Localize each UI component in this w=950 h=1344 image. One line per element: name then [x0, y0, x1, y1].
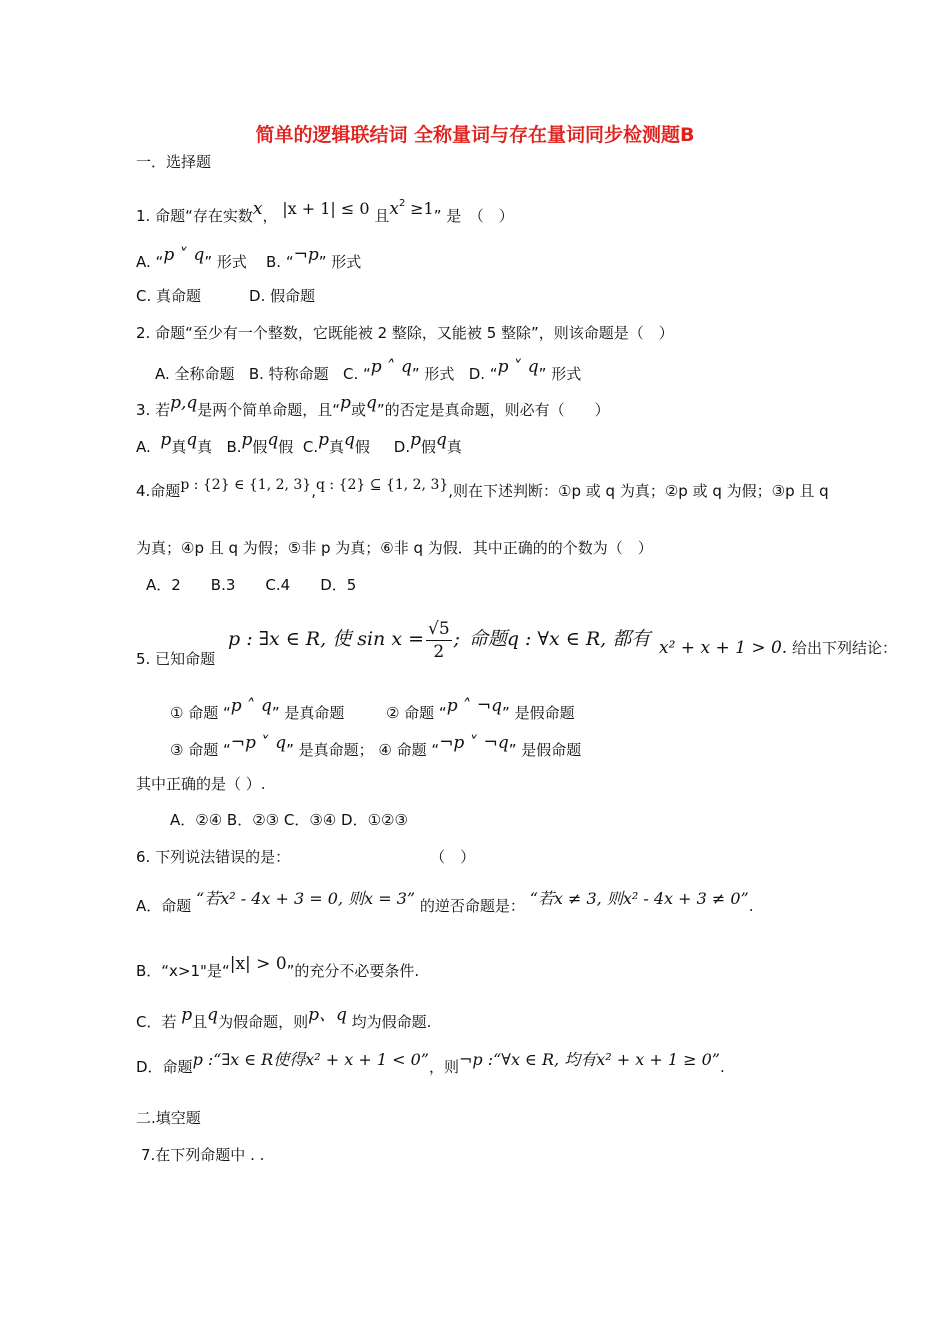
section-fill-heading: 二.填空题	[136, 1109, 201, 1127]
question-5-options: A．②④ B．②③ C．③④ D．①②③	[170, 811, 408, 829]
question-6: 6. 下列说法错误的是： （ ）	[136, 848, 476, 866]
question-3-options: A. p真q真 B.p假q假 C.p真q假 D.p假q真	[136, 430, 462, 456]
question-5-claims-12: ① 命题 “p ˄ q” 是真命题 ② 命题 “p ˄ ¬q” 是假命题	[170, 696, 575, 722]
section-choice-heading: 一．选择题	[136, 153, 212, 171]
question-4-line-2: 为真；④p 且 q 为假；⑤非 p 为真；⑥非 q 为假．其中正确的的个数为（ ）	[136, 539, 653, 557]
document-title: 简单的逻辑联结词 全称量词与存在量词同步检测题B	[255, 124, 695, 146]
question-4: 4.命题p : {2} ∈ {1, 2, 3},q : {2} ⊆ {1, 2, 3},则在下述判断：①p 或 q 为真；②p 或 q 为假；③p 且 q	[136, 477, 829, 500]
question-1: 1. 命题“存在实数x， |x + 1| ≤ 0 且$x^2 \ge 1$” 是 （ ）	[136, 198, 514, 225]
question-6-option-b: B．“x>1"是“|x| > 0”的充分不必要条件.	[136, 954, 420, 980]
question-2: 2. 命题“至少有一个整数，它既能被 2 整除，又能被 5 整除”，则该命题是（ ）	[136, 324, 674, 342]
question-6-option-d: D．命题p :“∃x ∈ R使得x² + x + 1 < 0”，则¬p :“∀x ∈ R, 均有x² + x + 1 ≥ 0”.	[136, 1050, 725, 1076]
question-4-options: A．2 B.3 C.4 D．5	[146, 576, 357, 594]
question-7: 7.在下列命题中 . .	[141, 1146, 265, 1164]
question-6-option-a: A．命题 “若x² - 4x + 3 = 0, 则x = 3” 的逆否命题是： “若x ≠ 3, 则x² - 4x + 3 ≠ 0”.	[136, 889, 754, 915]
question-5-label: 5. 已知命题	[136, 650, 216, 668]
question-2-options: A. 全称命题 B. 特称命题 C. “p ˄ q” 形式 D. “p ˅ q” 形式	[155, 357, 582, 383]
question-5-ask: 其中正确的是（ ）.	[136, 775, 266, 793]
question-5-claims-34: ③ 命题 “¬p ˅ q” 是真命题； ④ 命题 “¬p ˅ ¬q” 是假命题	[170, 733, 582, 759]
question-6-option-c: C．若 p且q为假命题，则p、q 均为假命题.	[136, 1005, 432, 1031]
question-3: 3. 若p,q是两个简单命题，且“p或q”的否定是真命题，则必有（ ）	[136, 393, 610, 419]
question-1-options-ab: A. “p ˅ q” 形式 B. “¬p” 形式	[136, 245, 362, 271]
question-1-options-cd: C. 真命题 D. 假命题	[136, 287, 316, 305]
question-5-formula: p : ∃x ∈ R, 使 sin x = $\frac{√5}{2}$ ; 命题q : ∀x ∈ R, 都有 x² + x + 1 > 0. 给出下列结论：	[228, 619, 897, 662]
